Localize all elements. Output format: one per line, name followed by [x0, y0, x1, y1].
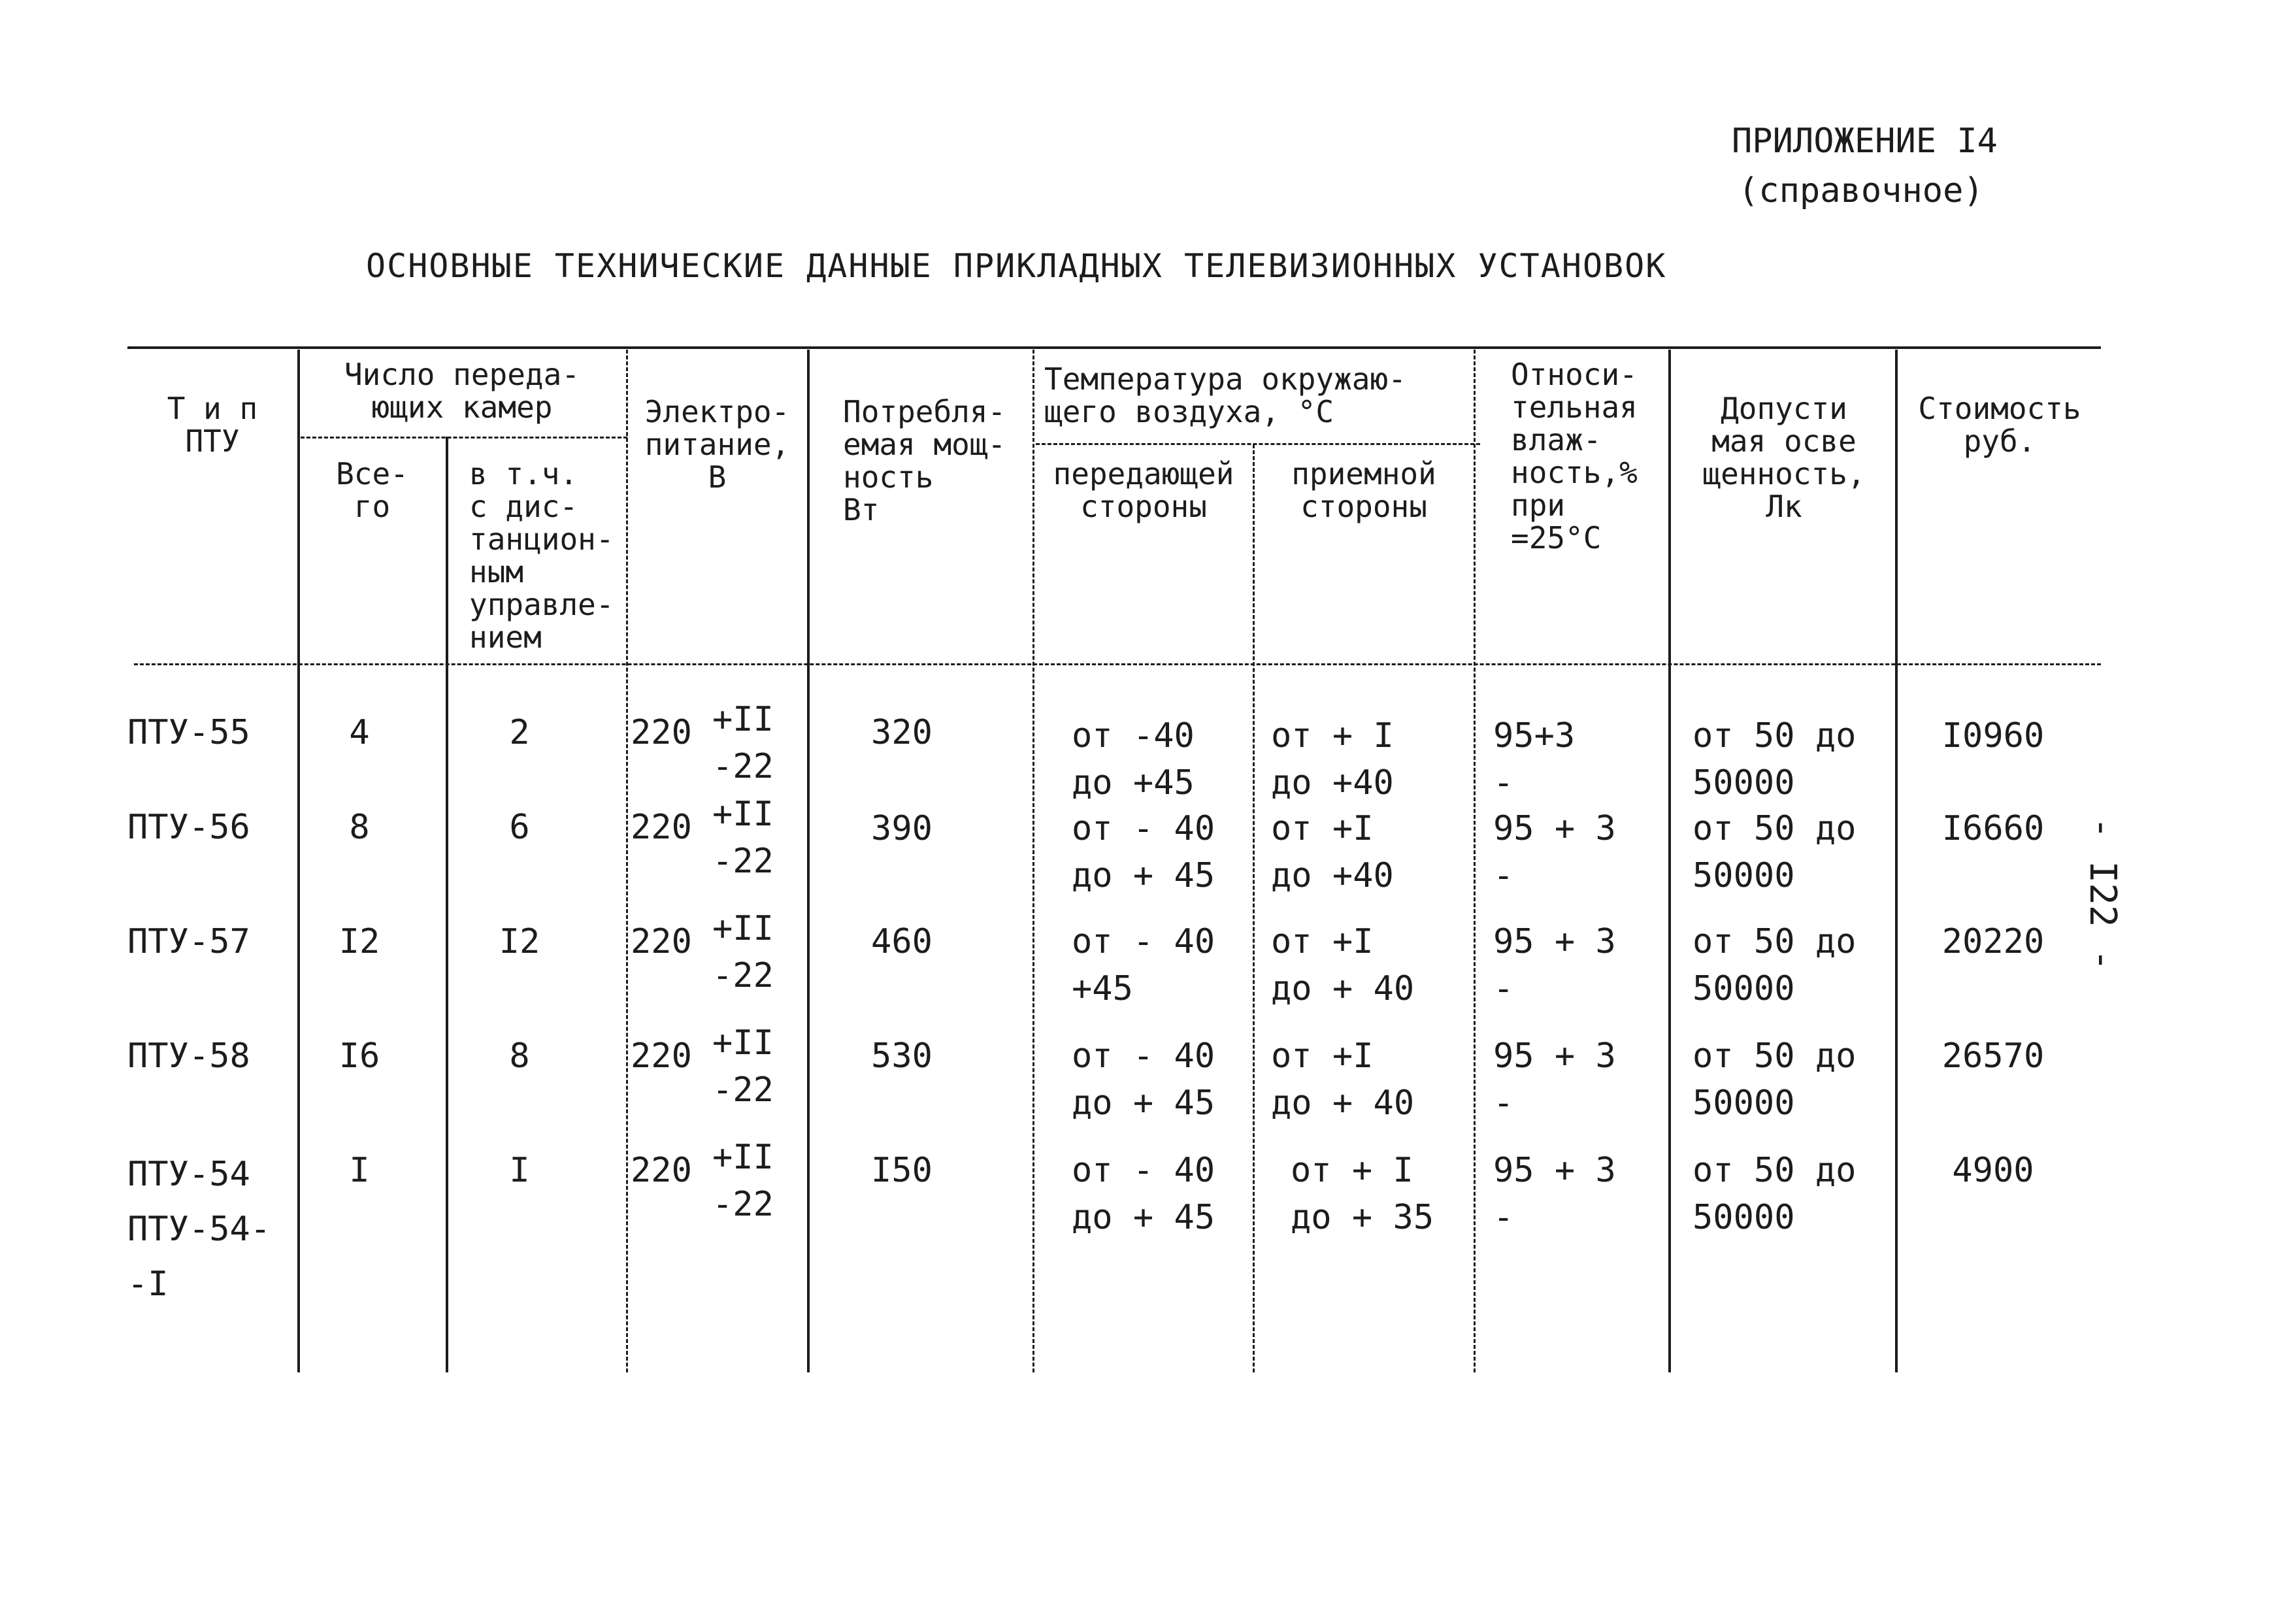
header-illumination: Допусти мая осве щенность, Лк: [1702, 391, 1866, 524]
cell-humidity: 95 + 3 -: [1493, 1036, 1616, 1123]
temperature-sub-rule: [1036, 443, 1480, 445]
cell-illumination: от 50 до 50000: [1692, 716, 1857, 803]
cell-power: 390: [871, 809, 933, 848]
cell-remote: I: [509, 1151, 530, 1190]
cell-tolerance: +II -22: [712, 1138, 774, 1224]
col-divider-5: [1032, 350, 1034, 1372]
cell-temp-transmit: от - 40 до + 45: [1072, 1036, 1215, 1123]
cell-temp-receive: от + I до +40: [1271, 716, 1394, 803]
header-bottom-rule: [134, 663, 2101, 665]
cameras-sub-rule: [301, 437, 627, 439]
col-divider-7: [1474, 350, 1476, 1372]
col-divider-8: [1668, 350, 1671, 1372]
cell-tolerance: +II -22: [712, 1023, 774, 1110]
cell-total: 8: [349, 808, 370, 847]
cell-temp-transmit: от - 40 до + 45: [1072, 1151, 1215, 1237]
cell-temp-transmit: от - 40 +45: [1072, 922, 1215, 1008]
cell-illumination: от 50 до 50000: [1692, 1036, 1857, 1123]
cell-type: ПТУ-54 ПТУ-54- -I: [127, 1155, 271, 1304]
cell-type: ПТУ-55: [127, 713, 250, 752]
header-power-supply: Электро- питание, В: [644, 394, 790, 495]
cell-tolerance: +II -22: [712, 795, 774, 881]
header-consumption: Потребля- емая мощ- ность Вт: [843, 394, 1006, 527]
cell-humidity: 95+3 -: [1493, 716, 1576, 803]
header-temp-transmit: передающей стороны: [1053, 456, 1234, 524]
document-title: ОСНОВНЫЕ ТЕХНИЧЕСКИЕ ДАННЫЕ ПРИКЛАДНЫХ ТЕЛЕВИЗИОННЫХ УСТАНОВОК: [366, 247, 1667, 285]
cell-temp-transmit: от - 40 до + 45: [1072, 809, 1215, 895]
cell-voltage: 220: [631, 922, 692, 961]
header-temperature: Температура окружаю- щего воздуха, °С: [1044, 361, 1406, 429]
cell-power: 530: [871, 1036, 933, 1076]
col-divider-4: [807, 350, 810, 1372]
col-divider-1: [297, 350, 300, 1372]
cell-illumination: от 50 до 50000: [1692, 809, 1857, 895]
cell-humidity: 95 + 3 -: [1493, 809, 1616, 895]
page-number: - I22 -: [2081, 817, 2124, 972]
cell-humidity: 95 + 3 -: [1493, 1151, 1616, 1237]
header-cameras-total: Все- го: [336, 456, 408, 524]
header-temp-receive: приемной стороны: [1291, 456, 1436, 524]
cell-cost: I6660: [1941, 809, 2045, 848]
cell-tolerance: +II -22: [712, 700, 774, 786]
cell-type: ПТУ-56: [127, 808, 250, 847]
cell-temp-receive: от +I до + 40: [1271, 1036, 1415, 1123]
cell-cost: 26570: [1941, 1036, 2045, 1076]
header-cameras-remote: в т.ч. с дис- танцион- ным управле- нием: [469, 456, 614, 655]
cell-remote: 8: [509, 1036, 530, 1076]
col-divider-6: [1253, 444, 1255, 1372]
cell-type: ПТУ-58: [127, 1036, 250, 1076]
cell-temp-receive: от +I до + 40: [1271, 922, 1415, 1008]
header-humidity: Относи- тельная влаж- ность,% при =25°С: [1511, 357, 1638, 555]
cell-voltage: 220: [631, 808, 692, 847]
cell-illumination: от 50 до 50000: [1692, 922, 1857, 1008]
cell-temp-receive: от +I до +40: [1271, 809, 1394, 895]
cell-total: 4: [349, 713, 370, 752]
cell-power: I50: [871, 1151, 933, 1190]
cell-cost: I0960: [1941, 716, 2045, 755]
cell-temp-transmit: от -40 до +45: [1072, 716, 1195, 803]
appendix-note: (справочное): [1738, 171, 1984, 210]
cell-temp-receive: от + I до + 35: [1291, 1151, 1434, 1237]
table-top-rule: [127, 346, 2101, 349]
cell-remote: 2: [509, 713, 530, 752]
cell-humidity: 95 + 3 -: [1493, 922, 1616, 1008]
header-type: Т и п ПТУ: [167, 391, 258, 459]
header-cost: Стоимость руб.: [1918, 391, 2081, 459]
cell-voltage: 220: [631, 1036, 692, 1076]
header-cameras: Число переда- ющих камер: [344, 357, 580, 425]
cell-remote: I2: [499, 922, 540, 961]
cell-cost: 4900: [1952, 1151, 2034, 1190]
cell-illumination: от 50 до 50000: [1692, 1151, 1857, 1237]
cell-remote: 6: [509, 808, 530, 847]
cell-type: ПТУ-57: [127, 922, 250, 961]
cell-total: I: [349, 1151, 370, 1190]
appendix-label: ПРИЛОЖЕНИЕ I4: [1732, 122, 1998, 161]
cell-tolerance: +II -22: [712, 909, 774, 995]
col-divider-2: [446, 437, 448, 1372]
cell-total: I2: [338, 922, 380, 961]
cell-power: 460: [871, 922, 933, 961]
cell-cost: 20220: [1941, 922, 2045, 961]
appendix-block: [1732, 116, 1998, 216]
cell-power: 320: [871, 713, 933, 752]
cell-voltage: 220: [631, 1151, 692, 1190]
col-divider-3: [626, 350, 628, 1372]
cell-total: I6: [338, 1036, 380, 1076]
col-divider-9: [1895, 350, 1898, 1372]
cell-voltage: 220: [631, 713, 692, 752]
